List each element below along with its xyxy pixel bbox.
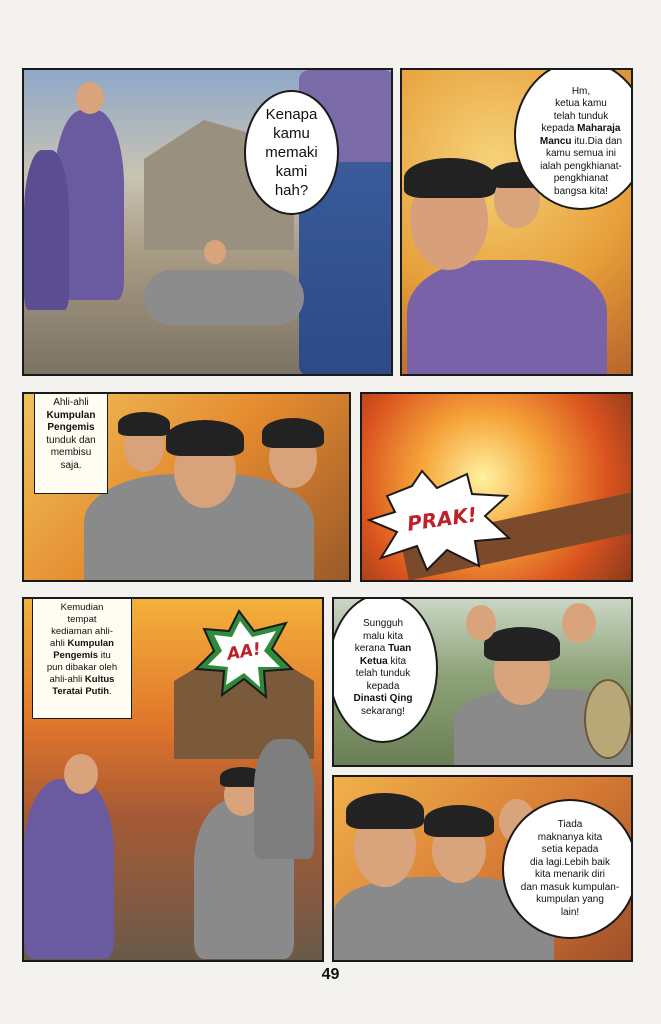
sfx-prak: PRAK! <box>405 502 479 536</box>
rolled-mat <box>584 679 632 759</box>
beggar-head <box>562 603 596 643</box>
speech-line: Hm, <box>571 85 591 97</box>
caption-line <box>36 650 128 662</box>
caption-line <box>36 674 128 686</box>
text-run-bold: Ketua <box>359 655 388 667</box>
speech-line: telah tunduk <box>553 110 609 122</box>
speech-line: kumpulan yang <box>536 894 604 905</box>
speech-line: setia kepada <box>541 844 599 855</box>
caption-line: Kemudian <box>60 602 104 613</box>
speech-line: ketua kamu <box>555 98 607 110</box>
speech-line: kamu semua ini <box>545 148 617 160</box>
angry-man-hair <box>404 158 496 198</box>
caption-line: tunduk dan <box>46 434 96 446</box>
text-run: . <box>109 686 112 697</box>
panel-1 <box>22 68 393 376</box>
speech-line: memaki <box>265 144 318 161</box>
narration-caption <box>34 392 108 494</box>
speech-line: Tiada <box>557 819 583 830</box>
speech-line: Sungguh <box>362 618 404 629</box>
speech-line: ialah pengkhianat- <box>540 160 622 172</box>
text-run: kepada <box>541 123 578 135</box>
figure-head <box>76 82 104 114</box>
beggar-hair <box>166 420 244 456</box>
text-run-bold: Tuan <box>388 643 412 654</box>
sfx-aa: AA! <box>225 639 263 665</box>
speech-line: kita menarik diri <box>534 869 606 880</box>
text-run: kerana <box>354 643 389 654</box>
speech-line: kepada <box>366 680 400 692</box>
text-run-bold: Kultus <box>84 674 115 685</box>
caption-line: Kumpulan <box>46 409 96 421</box>
text-run-bold: Pengemis <box>53 650 99 661</box>
caption-line <box>36 686 128 698</box>
speech-line: maknanya kita <box>537 831 603 843</box>
speech-bubble <box>502 799 633 939</box>
caption-line: tempat <box>67 614 97 625</box>
caption-line: kediaman ahli- <box>51 626 113 637</box>
caption-line <box>36 638 128 650</box>
text-run: kita <box>387 655 407 667</box>
text-run: itu <box>98 650 111 661</box>
beggar-figure <box>144 270 304 325</box>
speech-line: malu kita <box>362 630 403 642</box>
speech-bubble <box>244 90 339 215</box>
speech-line: dia lagi.Lebih baik <box>529 856 611 868</box>
beggar-hair <box>424 805 494 837</box>
speech-line: lain! <box>560 906 580 918</box>
speech-line <box>360 656 406 669</box>
panel-4 <box>360 392 633 582</box>
speech-line <box>355 643 412 656</box>
speech-line: Kenapa <box>265 106 318 123</box>
text-run: ahli-ahli <box>49 674 85 685</box>
panel-6 <box>332 597 633 767</box>
speech-line: telah tunduk <box>355 668 411 679</box>
speech-line: bangsa kita! <box>554 185 608 197</box>
beggar-hair <box>262 418 324 448</box>
caption-line: membisu <box>50 447 92 458</box>
standing-figure <box>24 150 69 310</box>
beggar-hair <box>346 793 424 829</box>
beggar-head <box>204 240 226 264</box>
speech-line: pengkhianat <box>553 173 609 185</box>
caption-line: Ahli-ahli <box>53 397 89 408</box>
purple-figure <box>24 779 114 959</box>
panel-3 <box>22 392 351 582</box>
speech-line: sekarang! <box>361 705 405 717</box>
text-run: ahli <box>50 638 68 649</box>
speech-line: Dinasti Qing <box>353 693 413 704</box>
speech-line: kami <box>275 163 308 180</box>
caption-line: pun dibakar oleh <box>46 662 118 673</box>
caption-line: saja. <box>60 459 82 471</box>
beggar-figure <box>254 739 314 859</box>
text-run-bold: Maharaja <box>577 123 621 135</box>
page-number: 49 <box>321 966 340 983</box>
text-run-bold: Mancu <box>539 135 572 147</box>
speech-line: kamu <box>273 125 310 142</box>
text-run-bold: Kumpulan <box>67 638 114 649</box>
speech-bubble <box>332 597 438 743</box>
beggar-hair <box>484 627 560 661</box>
caption-line: Pengemis <box>47 422 95 433</box>
purple-figure-head <box>64 754 98 794</box>
narration-caption <box>32 597 132 719</box>
panel-2 <box>400 68 633 376</box>
speech-line: hah? <box>274 182 309 199</box>
beggar-head <box>466 605 496 641</box>
text-run-bold: Teratai Putih <box>52 686 110 697</box>
speech-line <box>542 123 621 136</box>
speech-line: dan masuk kumpulan- <box>520 881 620 893</box>
beggar-hair <box>118 412 170 436</box>
panel-5 <box>22 597 324 962</box>
panel-7 <box>332 775 633 962</box>
text-run: itu.Dia dan <box>571 135 623 147</box>
speech-line <box>540 136 622 149</box>
angry-man-body <box>407 260 607 376</box>
